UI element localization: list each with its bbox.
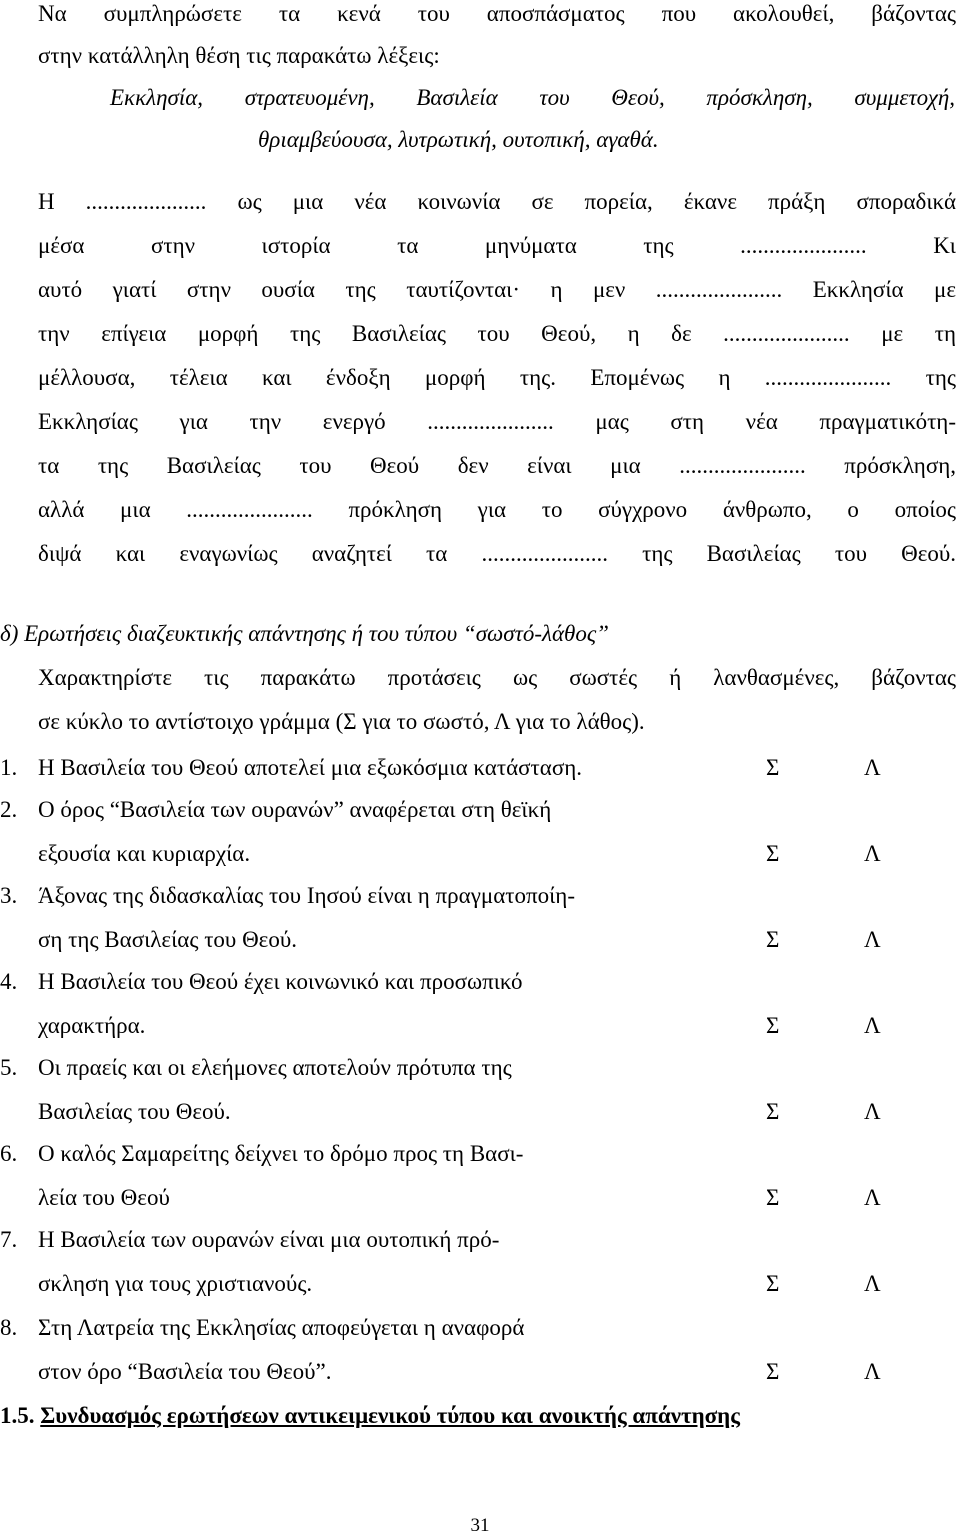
question-4	[0, 968, 960, 996]
question-number: 2.	[0, 797, 18, 822]
true-mark[interactable]: Σ	[766, 1099, 780, 1124]
word-bank-line-2: θριαμβεύουσα, λυτρωτική, ουτοπική, αγαθά.	[258, 127, 659, 152]
section-heading	[0, 1402, 960, 1430]
question-number: 4.	[0, 969, 18, 994]
question-text-line: Βασιλείας του Θεού.	[38, 1099, 231, 1124]
question-number: 8.	[0, 1315, 18, 1340]
section-heading-number: 1.5.	[0, 1403, 35, 1428]
question-text-line: Η Βασιλεία του Θεού έχει κοινωνικό και προσωπικό	[38, 969, 523, 994]
question-5	[0, 1054, 960, 1082]
question-text-line: Ο όρος “Βασιλεία των ουρανών” αναφέρεται στη θεϊκή	[38, 797, 552, 822]
question-text-line: Άξονας της διδασκαλίας του Ιησού είναι η πραγματοποίη-	[38, 883, 575, 908]
question-text-line: χαρακτήρα.	[38, 1013, 146, 1038]
section-heading-text: Συνδυασμός ερωτήσεων αντικειμενικού τύπου και ανοικτής απάντησης	[40, 1403, 740, 1428]
question-2-continued	[0, 840, 960, 868]
false-mark[interactable]: Λ	[864, 1013, 881, 1038]
true-mark[interactable]: Σ	[766, 1013, 780, 1038]
passage-line-5: μέλλουσα, τέλεια και ένδοξη μορφή της. Επομένως η ...................... της	[38, 365, 956, 390]
question-8	[0, 1314, 960, 1342]
false-mark[interactable]: Λ	[864, 1271, 881, 1296]
question-text-line: Οι πραείς και οι ελεήμονες αποτελούν πρότυπα της	[38, 1055, 512, 1080]
question-text-line: λεία του Θεού	[38, 1185, 170, 1210]
question-text-line: στον όρο “Βασιλεία του Θεού”.	[38, 1359, 332, 1384]
passage-line-1: Η ..................... ως μια νέα κοινωνία σε πορεία, έκανε πράξη σποραδικά	[38, 189, 956, 214]
question-text-line: σκληση για τους χριστιανούς.	[38, 1271, 313, 1296]
question-3	[0, 882, 960, 910]
question-4-continued	[0, 1012, 960, 1040]
true-mark[interactable]: Σ	[766, 1359, 780, 1384]
question-1	[0, 754, 960, 782]
question-number: 5.	[0, 1055, 18, 1080]
question-number: 6.	[0, 1141, 18, 1166]
question-text-line: Η Βασιλεία των ουρανών είναι μια ουτοπική πρό-	[38, 1227, 500, 1252]
passage-line-2: μέσα στην ιστορία τα μηνύματα της ...................... Κι	[38, 233, 956, 258]
question-7	[0, 1226, 960, 1254]
question-number: 3.	[0, 883, 18, 908]
question-6	[0, 1140, 960, 1168]
passage-line-9: διψά και εναγωνίως αναζητεί τα ...................... της Βασιλείας του Θεού.	[38, 541, 956, 566]
question-6-continued	[0, 1184, 960, 1212]
true-mark[interactable]: Σ	[766, 1271, 780, 1296]
false-mark[interactable]: Λ	[864, 1099, 881, 1124]
true-mark[interactable]: Σ	[766, 841, 780, 866]
question-number: 1.	[0, 755, 18, 780]
false-mark[interactable]: Λ	[864, 1359, 881, 1384]
word-bank-line-1: Εκκλησία, στρατευομένη, Βασιλεία του Θεού, πρόσκληση, συμμετοχή,	[110, 85, 955, 110]
section-d-instruction-line-1: Χαρακτηρίστε τις παρακάτω προτάσεις ως σωστές ή λανθασμένες, βάζοντας	[38, 665, 956, 690]
question-2	[0, 796, 960, 824]
true-mark[interactable]: Σ	[766, 755, 780, 780]
passage-line-3: αυτό γιατί στην ουσία της ταυτίζονται· η μεν ...................... Εκκλησία με	[38, 277, 956, 302]
question-text-line: εξουσία και κυριαρχία.	[38, 841, 251, 866]
question-text-line: Ο καλός Σαμαρείτης δείχνει το δρόμο προς τη Βασι-	[38, 1141, 524, 1166]
question-text-line: Στη Λατρεία της Εκκλησίας αποφεύγεται η αναφορά	[38, 1315, 525, 1340]
true-mark[interactable]: Σ	[766, 927, 780, 952]
question-8-continued	[0, 1358, 960, 1386]
true-mark[interactable]: Σ	[766, 1185, 780, 1210]
false-mark[interactable]: Λ	[864, 1185, 881, 1210]
fillin-instruction-line-1: Να συμπληρώσετε τα κενά του αποσπάσματος που ακολουθεί, βάζοντας	[38, 1, 956, 26]
page-number: 31	[470, 1515, 490, 1536]
false-mark[interactable]: Λ	[864, 755, 881, 780]
question-7-continued	[0, 1270, 960, 1298]
false-mark[interactable]: Λ	[864, 841, 881, 866]
question-text-line: Η Βασιλεία του Θεού αποτελεί μια εξωκόσμια κατάσταση.	[38, 755, 583, 780]
question-text-line: ση της Βασιλείας του Θεού.	[38, 927, 297, 952]
passage-line-4: την επίγεια μορφή της Βασιλείας του Θεού, η δε ...................... με τη	[38, 321, 956, 346]
section-d-instruction-line-2: σε κύκλο το αντίστοιχο γράμμα (Σ για το σωστό, Λ για το λάθος).	[38, 709, 645, 734]
question-3-continued	[0, 926, 960, 954]
false-mark[interactable]: Λ	[864, 927, 881, 952]
question-5-continued	[0, 1098, 960, 1126]
passage-line-8: αλλά μια ...................... πρόκληση για το σύγχρονο άνθρωπο, ο οποίος	[38, 497, 956, 522]
passage-line-7: τα της Βασιλείας του Θεού δεν είναι μια ...................... πρόσκληση,	[38, 453, 956, 478]
section-d-title: δ) Ερωτήσεις διαζευκτικής απάντησης ή του τύπου “σωστό-λάθος”	[0, 621, 609, 646]
passage-line-6: Εκκλησίας για την ενεργό ...................... μας στη νέα πραγματικότη-	[38, 409, 956, 434]
question-number: 7.	[0, 1227, 18, 1252]
fillin-instruction-line-2: στην κατάλληλη θέση τις παρακάτω λέξεις:	[38, 43, 440, 68]
